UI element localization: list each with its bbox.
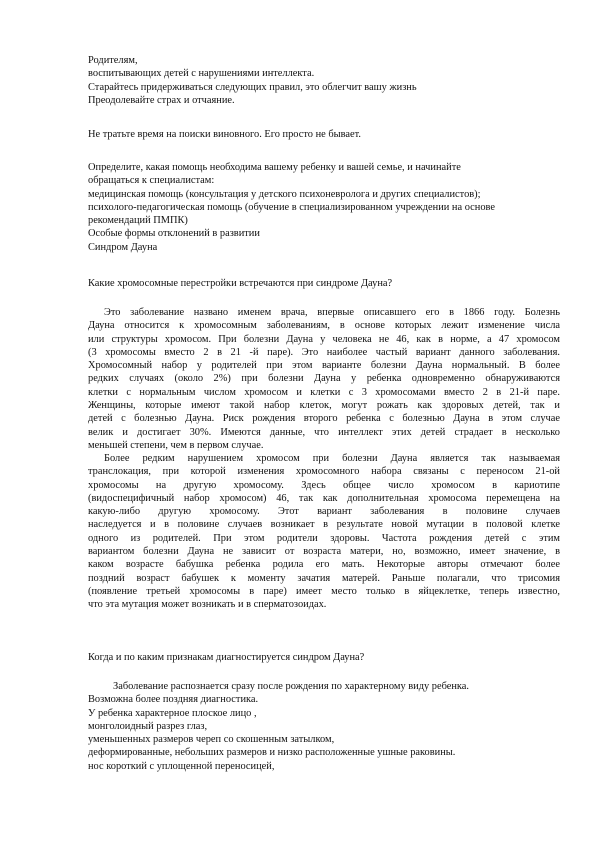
paragraph-3 [88,680,560,773]
text-line: У ребенка характерное плоское лицо , [88,707,257,719]
text-line: или структуры хромосом. При болезни Дауна у человека не 46, как в норме, а 47 хромосом [88,333,560,345]
intro-block [88,54,560,107]
text-line: Хромосомный набор у родителей при этом варианте болезни Дауна нормальный. В более [88,360,560,372]
text-line: хромосомы на другую хромосому. Здесь общее число хромосом в кариотипе [88,479,560,491]
text-line: Заболевание распознается сразу после рождения по характерному виду ребенка. [113,681,470,692]
question-heading-2 [88,651,560,664]
text-line: велик и достигает 30%. Имеются данные, что интеллект этих детей страдает в несколько [88,426,560,438]
text-line: одного из родителей. При этом родители здоровы. Частота рождения детей с этим [88,532,560,544]
help-block [88,161,560,254]
text-line: (появление третьей хромосомы в паре) имеет место только в яйцеклетке, теперь известно, [88,585,560,597]
text-line: Преодолевайте страх и отчаяние. [88,94,235,106]
paragraph-1 [88,306,560,452]
text-line: психолого-педагогическая помощь (обучение в специализированном учреждении на основе [88,201,495,213]
text-line: поздний возраст бабушек к моменту зачатия матерей. Раньше полагали, что трисомия [88,572,560,584]
text-line: Дауна относится к хромосомным заболеваниям, в основе которых лежит изменение числа [88,320,560,332]
text-line: обращаться к специалистам: [88,175,215,187]
text-line: нос короткий с уплощенной переносицей, [88,760,275,772]
text-line: (видоспецифичный набор хромосом) 46, так как дополнительная хромосома перемещена на [88,492,560,504]
text-line: транслокация, при которой изменения хромосомного набора связаны с переносом 21-ой [88,466,560,478]
text-line: какую-либо другую хромосому. Этот вариант заболевания в половине случаев [88,506,560,518]
text-line: воспитывающих детей с нарушениями интеллекта. [88,68,315,80]
advice-block [88,128,560,141]
text-line: каком возрасте бабушка ребенка родила его мать. Некоторые авторы отмечают более [88,559,560,571]
text-line: Женщины, которые имеют такой набор клеток, могут рожать как здоровых детей, так и [88,400,560,412]
text-line: уменьшенных размеров череп со скошенным затылком, [88,734,335,746]
question-heading-1 [88,277,560,290]
text-line: (3 хромосомы вместо 2 в 21 -й паре). Это наиболее частый вариант данного заболевания. [88,346,560,358]
text-line: наследуется и в половине случаев возникает в результате новой мутации в половой клетке [88,519,560,531]
text-line: Какие хромосомные перестройки встречаются при синдроме Дауна? [88,278,393,289]
text-line: меньшей степени, чем в первом случае. [88,439,264,451]
paragraph-2 [88,452,560,612]
text-line: Родителям, [88,55,138,66]
text-line: Возможна более поздняя диагностика. [88,694,259,706]
text-line: Не тратьте время на поиски виновного. Его просто не бывает. [88,129,361,140]
text-line: вариантом болезни Дауна не зависит от возраста матери, но, возможно, имеет значение, в [88,546,560,558]
text-line: Это заболевание названо именем врача, впервые описавшего его в 1866 году. Болезнь [104,307,560,318]
text-line: редких случаях (около 2%) при болезни Дауна у ребенка одновременно обнаруживаются [88,373,560,385]
text-line: Когда и по каким признакам диагностируется синдром Дауна? [88,652,365,663]
text-line: медицинская помощь (консультация у детского психоневролога и других специалистов); [88,188,481,200]
text-line: Определите, какая помощь необходима вашему ребенку и вашей семье, и начинайте [88,162,461,173]
text-line: рекомендаций ПМПК) [88,215,188,227]
text-line: детей с болезнью Дауна. Риск рождения второго ребенка с болезнью Дауна в этом случае [88,413,560,425]
text-line: Синдром Дауна [88,241,158,253]
text-line: монголоидный разрез глаз, [88,720,208,732]
text-line: что эта мутация может возникать и в сперматозоидах. [88,599,327,611]
text-line: Особые формы отклонений в развитии [88,228,260,240]
text-line: Более редким нарушением хромосом при болезни Дауна является так называемая [104,453,560,464]
text-line: клетки с нормальным числом хромосом и клетки с 3 хромосомами вместо 2 в 21-й паре. [88,386,560,398]
text-line: деформированные, небольших размеров и низко расположенные ушные раковины. [88,747,456,759]
text-line: Старайтесь придерживаться следующих правил, это облегчит вашу жизнь [88,81,417,93]
